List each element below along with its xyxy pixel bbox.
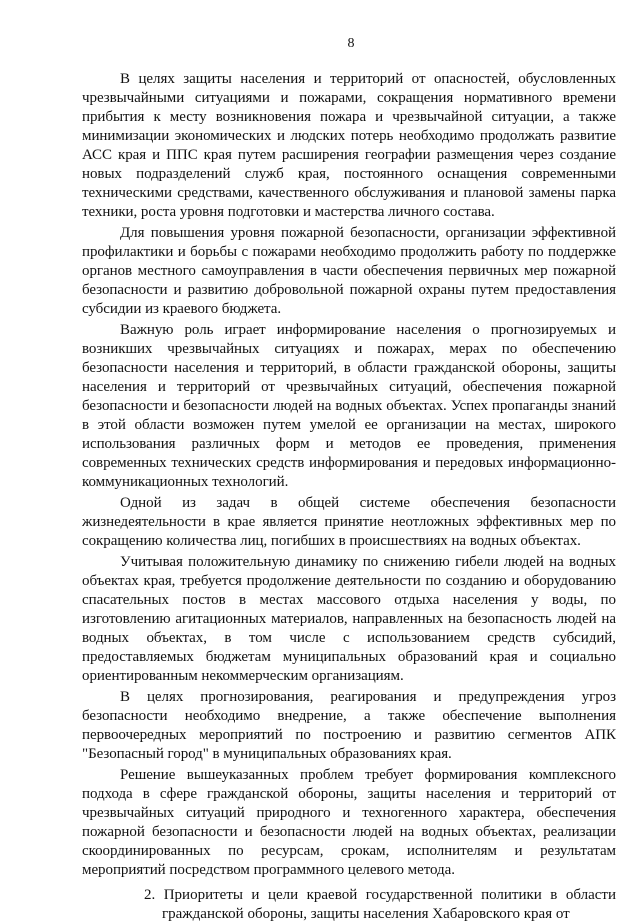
paragraph-1: В целях защиты населения и территорий от опасностей, обусловленных чрезвычайными ситуациями и пожарами, сокращения нормативного времени прибытия к месту возникновения пожара и чрезвычайной ситуации, а также минимизации экономических и людских потерь необходимо продолжать развитие АСС края и ППС края путем расширения географии размещения через создание новых подразделений служб края, постоянного оснащения современными техническими средствами, качественного обслуживания и плановой замены парка техники, роста уровня подготовки и мастерства личного состава. — [82, 71, 616, 220]
paragraph-3: Важную роль играет информирование населения о прогнозируемых и возникших чрезвычайных ситуациях и пожарах, мерах по обеспечению безопасности населения и территорий, в области гражданской обороны, защиты населения и территорий от чрезвычайных ситуаций, обеспечения пожарной безопасности и безопасности людей на водных объектах. Успех пропаганды знаний в этой области возможен путем умелой ее организации на местах, широкого использования различных форм и методов ее проведения, применения современных технических средств информирования и передовых информационно-коммуникационных технологий. — [82, 322, 616, 490]
section-heading: 2. Приоритеты и цели краевой государственной политики в области гражданской обороны, защиты населения Хабаровского края от — [144, 887, 616, 922]
paragraph-6: В целях прогнозирования, реагирования и предупреждения угроз безопасности необходимо внедрение, а также обеспечение выполнения первоочередных мероприятий по построению и развитию сегментов АПК "Безопасный город" в муниципальных образованиях края. — [82, 689, 616, 762]
paragraph-2: Для повышения уровня пожарной безопасности, организации эффективной профилактики и борьбы с пожарами необходимо продолжить работу по поддержке органов местного самоуправления в части обеспечения первичных мер пожарной безопасности и развитию добровольной пожарной охраны путем предоставления субсидии из краевого бюджета. — [82, 225, 616, 317]
paragraph-7: Решение вышеуказанных проблем требует формирования комплексного подхода в сфере гражданской обороны, защиты населения и территорий от чрезвычайных ситуаций природного и техногенного характера, обеспечения пожарной безопасности и безопасности людей на водных объектах, реализации скоординированных по ресурсам, срокам, исполнителям и результатам мероприятий посредством программного целевого метода. — [82, 767, 616, 878]
paragraph-5: Учитывая положительную динамику по снижению гибели людей на водных объектах края, требуется продолжение деятельности по созданию и оборудованию спасательных постов в местах массового отдыха населения у воды, по изготовлению агитационных материалов, направленных на безопасность людей на водных объектах, в том числе с использованием средств субсидий, предоставляемых бюджетам муниципальных образований края и социально ориентированным некоммерческим организациям. — [82, 554, 616, 684]
page-number: 8 — [347, 36, 355, 51]
paragraph-4: Одной из задач в общей системе обеспечения безопасности жизнедеятельности в крае является принятие неотложных эффективных мер по сокращению количества лиц, погибших в происшествиях на водных объектах. — [82, 495, 616, 549]
